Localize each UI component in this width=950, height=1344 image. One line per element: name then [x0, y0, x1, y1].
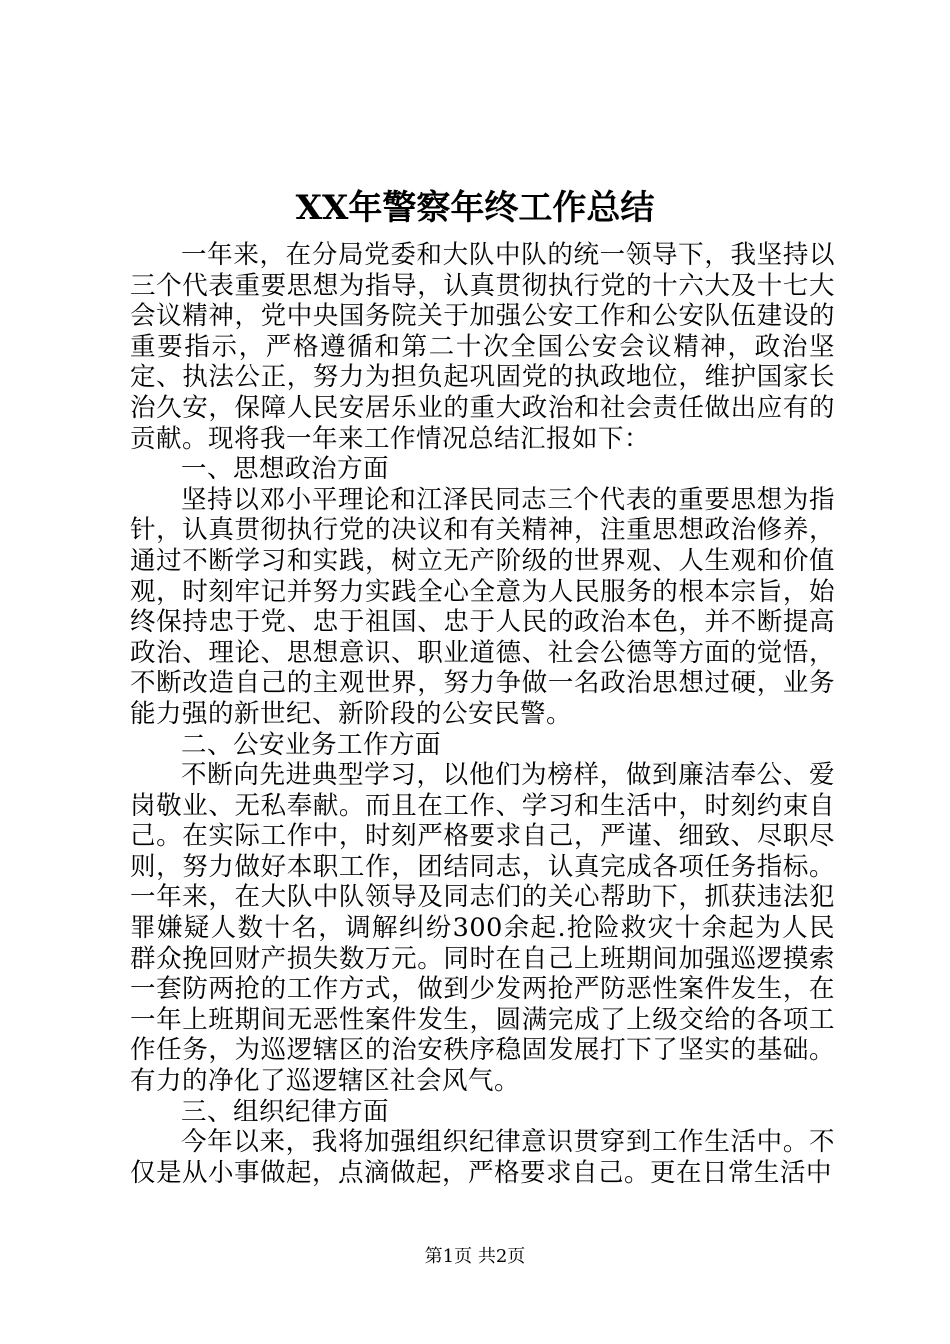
- document-body: [130, 240, 835, 1188]
- section-heading-political: 一、思想政治方面: [181, 454, 390, 485]
- section-heading-discipline: 三、组织纪律方面: [181, 1096, 390, 1127]
- document-title: XX年警察年终工作总结: [295, 188, 655, 228]
- section-heading-police-work: 二、公安业务工作方面: [181, 729, 442, 760]
- political-paragraph: 坚持以邓小平理论和江泽民同志三个代表的重要思想为指针，认真贯彻执行党的决议和有关精神，注重思想政治修养，通过不断学习和实践，树立无产阶级的世界观、人生观和价值观，时刻牢记并努力实践全心全意为人民服务的根本宗旨，始终保持忠于党、忠于祖国、忠于人民的政治本色，并不断提高政治、理论、思想意识、职业道德、社会公德等方面的觉悟，不断改造自己的主观世界，努力争做一名政治思想过硬，业务能力强的新世纪、新阶段的公安民警。: [130, 484, 835, 729]
- intro-paragraph: 一年来，在分局党委和大队中队的统一领导下，我坚持以三个代表重要思想为指导，认真贯彻执行党的十六大及十七大会议精神，党中央国务院关于加强公安工作和公安队伍建设的重要指示，严格遵循和第二十次全国公安会议精神，政治坚定、执法公正，努力为担负起巩固党的执政地位，维护国家长治久安，保障人民安居乐业的重大政治和社会责任做出应有的贡献。现将我一年来工作情况总结汇报如下：: [130, 240, 835, 454]
- police-work-paragraph: 不断向先进典型学习，以他们为榜样，做到廉洁奉公、爱岗敬业、无私奉献。而且在工作、学习和生活中，时刻约束自己。在实际工作中，时刻严格要求自己，严谨、细致、尽职尽则，努力做好本职工作，团结同志，认真完成各项任务指标。一年来，在大队中队领导及同志们的关心帮助下，抓获违法犯罪嫌疑人数十名，调解纠纷300余起.抢险救灾十余起为人民群众挽回财产损失数万元。同时在自己上班期间加强巡逻摸索一套防两抢的工作方式，做到少发两抢严防恶性案件发生，在一年上班期间无恶性案件发生，圆满完成了上级交给的各项工作任务，为巡逻辖区的治安秩序稳固发展打下了坚实的基础。有力的净化了巡逻辖区社会风气。: [130, 760, 835, 1097]
- page-footer: 第1页 共2页: [424, 1246, 526, 1267]
- discipline-paragraph: 今年以来，我将加强组织纪律意识贯穿到工作生活中。不仅是从小事做起，点滴做起，严格要求自己。更在日常生活中: [130, 1127, 835, 1188]
